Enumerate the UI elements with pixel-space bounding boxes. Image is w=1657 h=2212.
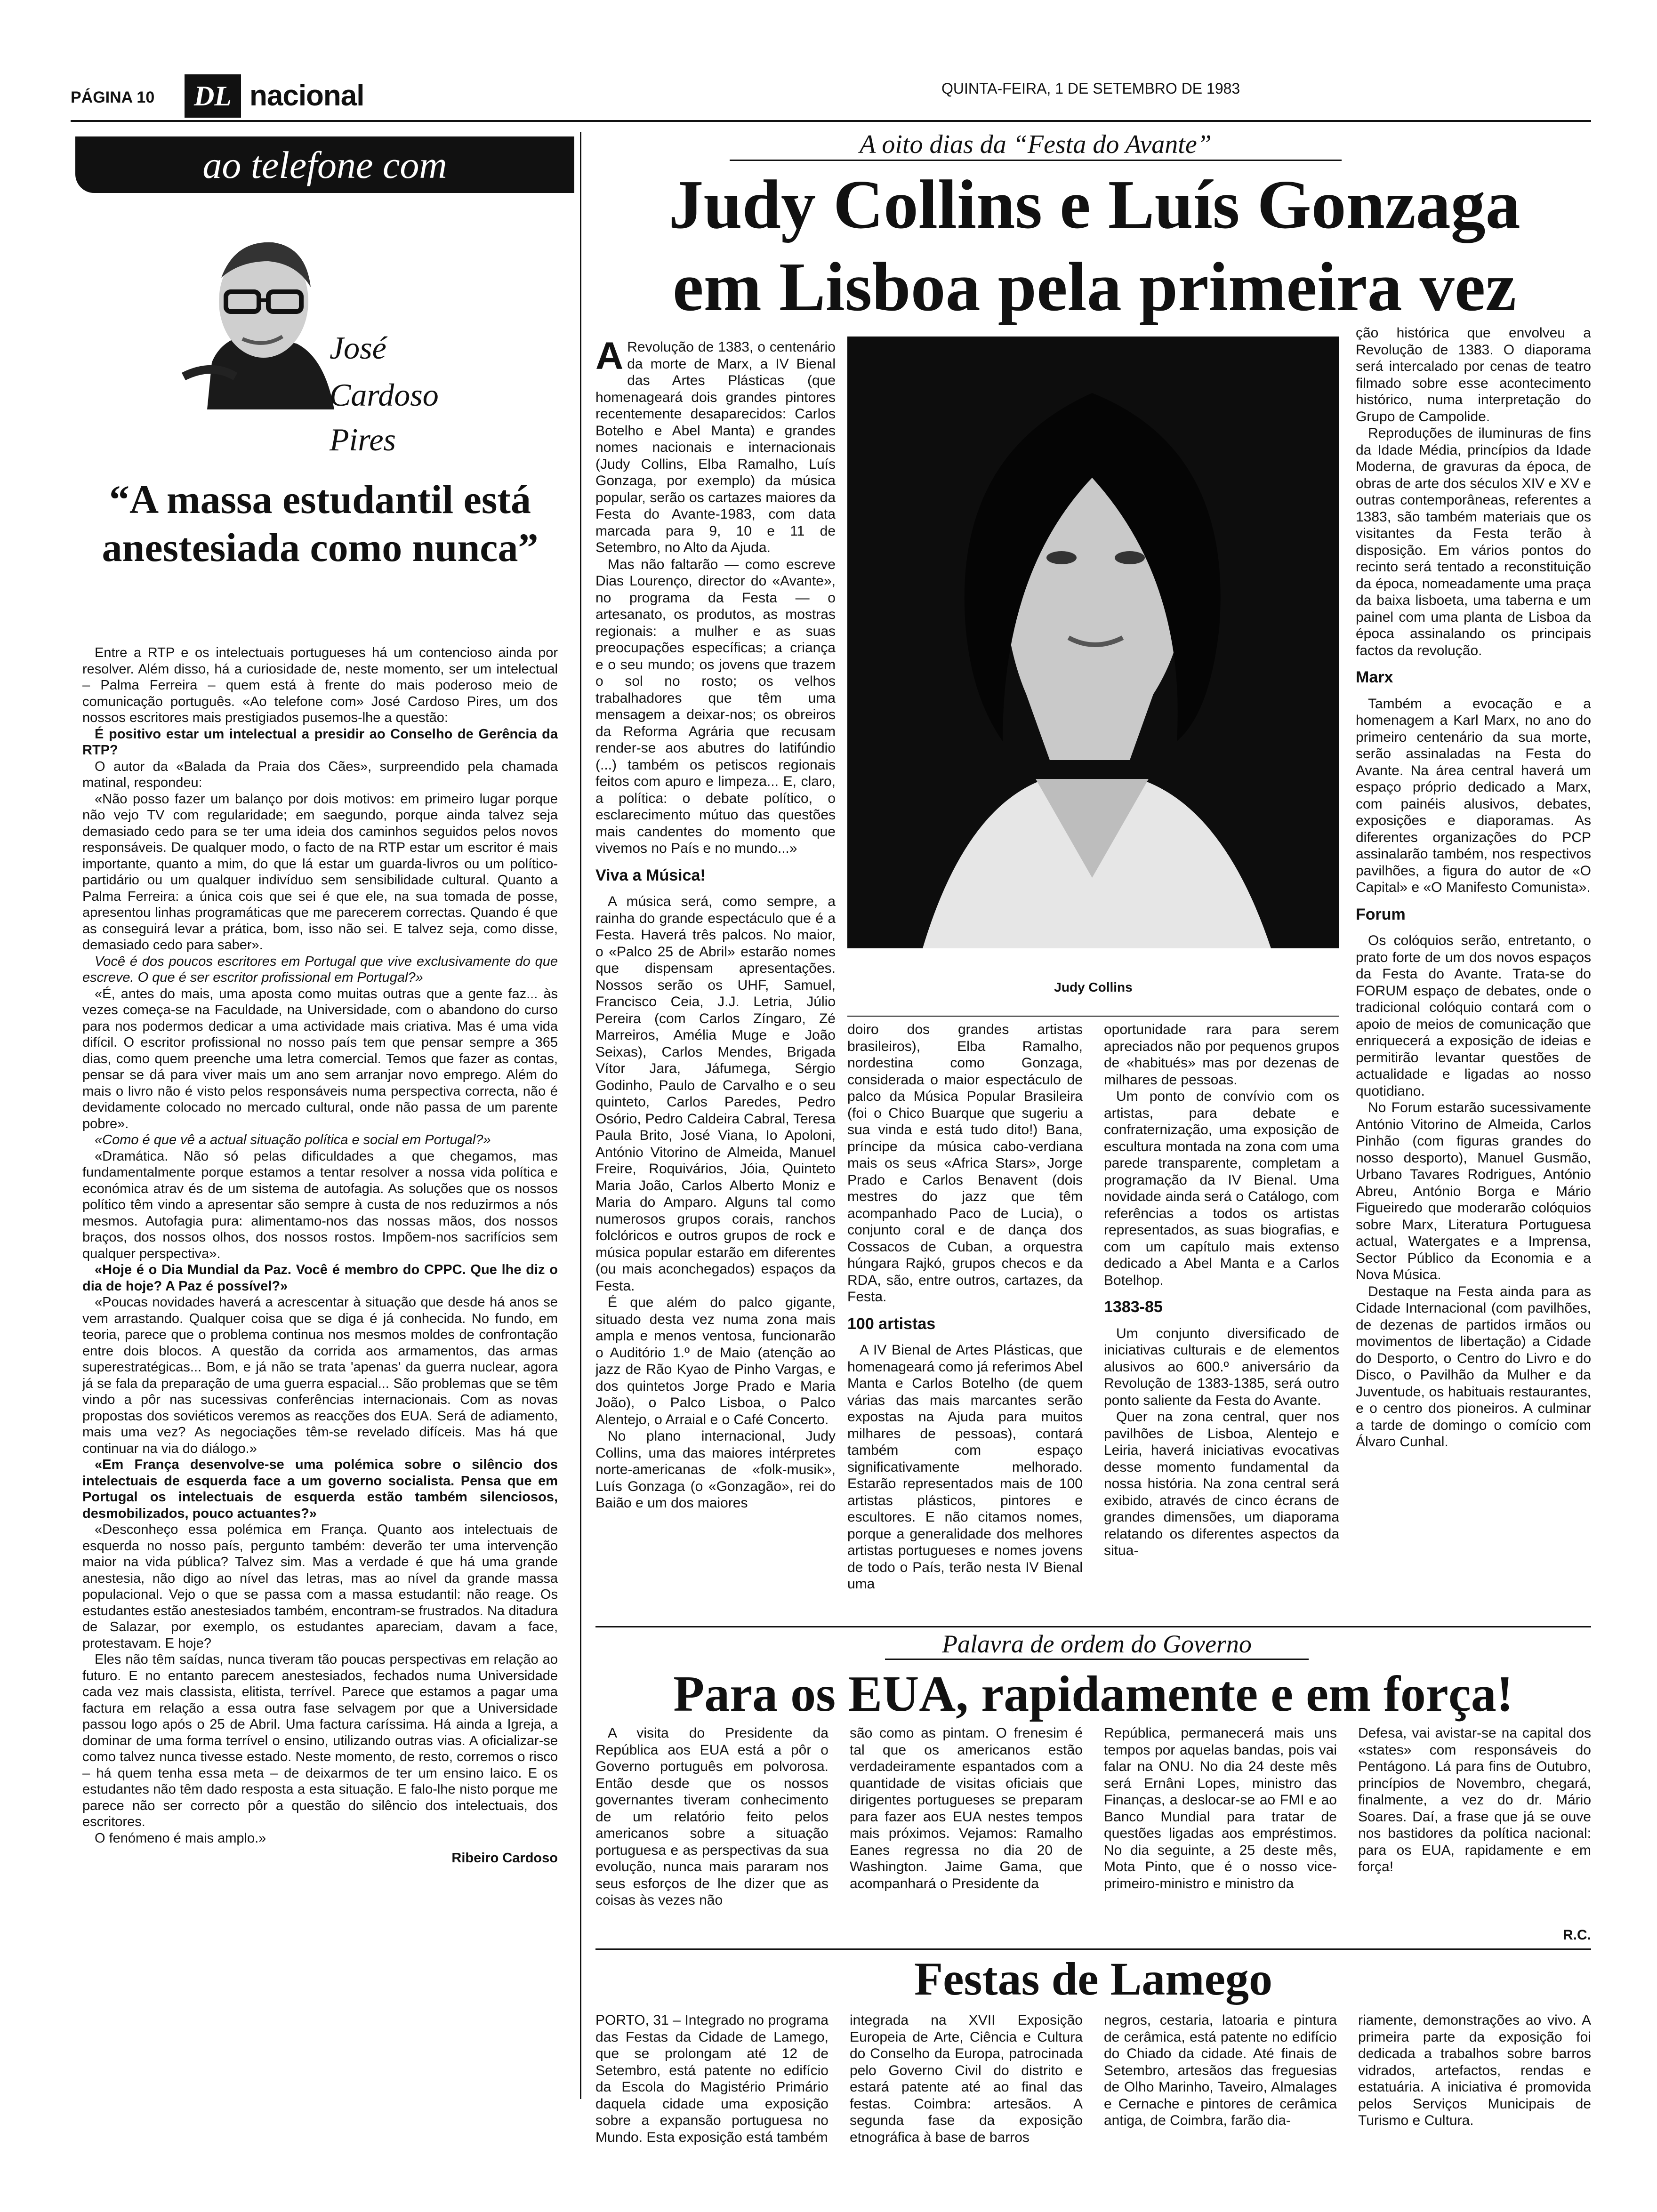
judy-column-4 — [1356, 325, 1591, 1619]
governo-column-4: Defesa, vai avistar-se na capital dos «states» com responsáveis do Pentágono. Lá para fins de Outubro, princípios de Novembro, chegará, finalmente, a vez do dr. Mário Soares. Daí, a frase que já se ouve nos bastidores da política nacional: para os EUA, rapidamente e em força! — [1358, 1725, 1591, 1875]
author-portrait — [155, 221, 353, 409]
governo-title: Para os EUA, rapidamente e em força! — [673, 1666, 1513, 1722]
judy-collins-photo — [847, 337, 1339, 948]
judy-col1-paragraphs — [595, 339, 836, 1512]
lamego-column-2: integrada na XVII Exposição Europeia de Arte, Ciência e Cultura do Conselho da Europa, patrocinada pelo Governo Civil do distrito e estará patente até ao final das festas. Coimbra: artesãos. A segunda fase da exposição etnográfica à base de barros — [850, 2012, 1083, 2145]
judy-title-line-2: em Lisboa pela primeira vez — [672, 248, 1517, 326]
article-paragraph — [595, 339, 836, 556]
interview-banner — [75, 136, 574, 193]
article-paragraph: É que além do palco gigante, situado desta vez numa zona mais ampla e menos ventosa, funcionarão o Auditório 1.º de Maio (atenção ao jazz de Rão Kyao de Pinho Vargas, e dos quintetos Jorge Prado e Maria João), o Palco Lisboa, o Palco Alentejo, o Arraial e o Café Concerto. — [595, 1295, 836, 1427]
article-paragraph: Eles não têm saídas, nunca tiveram tão poucas perspectivas em relação ao futuro. E no entanto parecem anestesiados, fechados numa Universidade cada vez mais classista, elitista, terrível. Parece que estamos a pagar uma factura em relação a essa outra fase selvagem por que a Universidade passou logo após o 25 de Abril. Uma factura caríssima. Há ainda a Igreja, a dominar de uma forma terrível o ensino, utilizando outras vias. A oficializar-se como talvez nunca tivesse estado. Neste momento, de resto, corremos o risco – há quem tenha essa meta – de deixarmos de ter um ensino laico. E os estudantes não têm dado resposta a esta situação. E falo-lhe nisto porque me parece não ser correcto pôr a questão do silêncio dos intelectuais, dos escritores. — [82, 1652, 558, 1829]
author-name-2: Cardoso — [330, 377, 439, 413]
judy-col2-paragraphs — [847, 1021, 1083, 1593]
drop-cap: A — [595, 339, 624, 377]
governo-kicker: Palavra de ordem do Governo — [885, 1629, 1309, 1660]
judy-col4-paragraphs — [1356, 325, 1591, 1451]
section-subhead: Marx — [1356, 668, 1393, 686]
governo-columns — [595, 1725, 1591, 1946]
article-paragraph: No Forum estarão sucessivamente António Vitorino de Almeida, Carlos Pinhão (com figuras grandes do nosso desporto), Manuel Gusmão, Urbano Tavares Rodrigues, António Abreu, António Borga e Mário Figueiredo que moderarão colóquios sobre Marx, Literatura Portuguesa actual, Watergates e a Imprensa, Sector Público da Economia e a Nova Música. — [1356, 1100, 1591, 1282]
section-name: nacional — [249, 80, 364, 112]
left-column-rule — [580, 132, 581, 2099]
article-paragraph: Destaque na Festa ainda para as Cidade Internacional (com pavilhões, de dezenas de partidos irmãos ou movimentos de libertação) a Cidade do Desporto, o Centro do Livro e do Disco, o Pavilhão da Mulher e da Juventude, os habituais restaurantes, e o centro dos pioneiros. A culminar a tarde de domingo o comício com Álvaro Cunhal. — [1356, 1283, 1591, 1450]
page-number: PÁGINA 10 — [71, 88, 155, 106]
article-paragraph: Quer na zona central, quer nos pavilhões de Lisboa, Alentejo e Leiria, haverá iniciativas evocativas desse momento fundamental da nossa história. Na zona central será exibido, através de cinco écrans de grandes dimensões, um diaporama relatando os diferentes aspectos da situa- — [1104, 1409, 1339, 1558]
article-paragraph: doiro dos grandes artistas brasileiros), Elba Ramalho, nordestina como Gonzaga, considerada o maior espectáculo de palco da Música Popular Brasileira (foi o Chico Buarque que sugeriu a sua vinda e está tudo dito!) Bana, príncipe da música cabo-verdiana mais os seus «Africa Stars», Jorge Prado e Carlos Benavent (dois mestres do jazz que têm acompanhado Paco de Lucia), o conjunto coral e de dança dos Cossacos de Cuban, a orquestra húngara Rajkó, grupos checos e da RDA, são, entre outros, cartazes, da Festa. — [847, 1022, 1083, 1305]
author-name-1: José — [330, 330, 386, 366]
lamego-column-3: negros, cestaria, latoaria e pintura de cerâmica, está patente no edifício do Chiado da cidade. Até finais de Setembro, artesãos das freguesias de Olho Marinho, Taveiro, Almalages e Cernache e pintores de cerâmica antiga, de Coimbra, farão dia- — [1104, 2012, 1337, 2128]
article-paragraph: O fenómeno é mais amplo.» — [95, 1830, 266, 1846]
article-paragraph: «É, antes do mais, uma aposta como muitas outras que a gente faz... às vezes começa-se na Faculdade, na Universidade, com o abandono do curso para nos podermos dedicar a uma actividade mais criativa. Mas é uma vida difícil. O escritor profissional no nosso país tem que pensar sempre a 365 dias, como quem preenche uma letra comercial. Temos que fazer as contas, pensar se dá para viver mais um ano sem arranjar novo emprego. Além do mais o livro não é visto pelos responsáveis numa perspectiva correcta, não é devidamente colocado no mercado cultural, onde não passa de um parente pobre». — [82, 986, 558, 1131]
masthead-rule — [71, 120, 1591, 122]
article-paragraph: «Não posso fazer um balanço por dois motivos: em primeiro lugar porque não vejo TV com regularidade; em saegundo, porque ainda talvez seja demasiado cedo para se ter uma ideia dos caminhos seguidos pelos novos responsáveis. De qualquer modo, o facto de na RTP estar um escritor é mais importante, quanto a mim, do que lá estar um guarda-livros ou um político-partidário ou um qualquer indivíduo sem sensibilidade cultural. Quanto a Palma Ferreira: a única cois que sei é que ele, na sua tomada de posse, apresentou linhas programáticas que me parecerem correctas. Quando é que as conseguirá levar a prática, bom, isso não sei. E talvez seja, como disse, demasiado cedo para saber». — [82, 791, 558, 953]
judy-column-3 — [1104, 1021, 1339, 1619]
lamego-columns — [595, 2012, 1591, 2200]
section-subhead: 1383-85 — [1104, 1298, 1163, 1316]
article-paragraph: «Poucas novidades haverá a acrescentar à situação que desde há anos se vem arrastando. Qualquer coisa que se diga é já conhecida. No fundo, em teoria, parece que o problema continua nos mesmos moldes de confrontação entre dois blocos. A questão da corrida aos armamentos, das armas superestratégicas... Bom, e já não se trata 'apenas' da guerra nuclear, agora já se fala da preparação de uma guerra espacial... São problemas que se têm vindo a pôr nas sucessivas conferências internacionais. Com as novas propostas dos soviéticos veremos as reacções dos EUA. Será de adiamento, mais uma vez? As negociações têm-se revelado difíceis. Mas há que continuar na via do diálogo.» — [82, 1295, 558, 1456]
lamego-title: Festas de Lamego — [914, 1953, 1272, 2005]
judy-column-2 — [847, 1021, 1083, 1619]
judy-kicker: A oito dias da “Festa do Avante” — [730, 129, 1342, 161]
article-paragraph: «Como é que vê a actual situação política e social em Portugal?» — [95, 1132, 491, 1147]
interview-body — [82, 645, 558, 2047]
lamego-column-1: PORTO, 31 – Integrado no programa das Festas da Cidade de Lamego, que se prolongam até 12 de Setembro, está patente no edifício da Escola do Magistério Primário daquela cidade uma exposição sobre a expansão portuguesa no Mundo. Esta exposição está também — [595, 2012, 828, 2145]
judy-photo-caption: Judy Collins — [1054, 980, 1133, 994]
article-paragraph: «Dramática. Não só pelas dificuldades a que chegamos, mas fundamentalmente porque estamos a tentar resolver a nossa vida política e económica atrav és de um sistema de autofagia. As soluções que os nossos político têm vindo a apresentar são sempre à custa de nos reduzirmos a nós mesmos. Autofagia pura: alimentamo-nos das nossas mãos, dos nossos braços, dos nossos olhos, dos nossos rostos. Impõem-nos sacrifícios sem qualquer perspectiva». — [82, 1148, 558, 1261]
section-subhead: Forum — [1356, 905, 1406, 923]
article-paragraph: Você é dos poucos escritores em Portugal que vive exclusivamente do que escreve. O que é ser escritor profissional em Portugal?» — [82, 954, 558, 985]
article-paragraph-text: Revolução de 1383, o centenário da morte de Marx, a IV Bienal das Artes Plásticas (que homenageará dois grandes pintores recentemente desaparecidos: Carlos Botelho e Abel Manta) e grandes nomes nacionais e internacionais (Judy Collins, Elba Ramalho, Luís Gonzaga, por exemplo) da música popular, serão os cartazes maiores da Festa do Avante-1983, com data marcada para 9, 10 e 11 de Setembro, no Alto da Ajuda. — [595, 339, 836, 555]
governo-signature: R.C. — [1563, 1927, 1591, 1943]
interview-paragraphs — [82, 645, 558, 1846]
governo-column-3: República, permanecerá mais uns tempos por aquelas bandas, pois vai falar na ONU. No dia 24 deste mês será Ernâni Lopes, ministro das Finanças, a deslocar-se ao FMI e ao Banco Mundial para tratar de questões ligadas aos empréstimos. No dia seguinte, a 25 deste mês, Mota Pinto, que é o nosso vice-primeiro-ministro e ministro da — [1104, 1725, 1337, 1891]
article-paragraph: «Em França desenvolve-se uma polémica sobre o silêncio dos intelectuais de esquerda face a um governo socialista. Pensa que em Portugal os intelectuais de esquerda estão também silenciosos, desmobilizados, pouco actuantes?» — [82, 1457, 558, 1521]
interview-banner-text: ao telefone com — [202, 144, 447, 186]
article-paragraph: Um ponto de convívio com os artistas, para debate e confraternização, uma exposição de escultura montada na zona com uma parede transparente, completam a programação da IV Bienal. Uma novidade ainda será o Catálogo, com referências a todos os artistas representados, as suas biografias, e com um capítulo mais extenso dedicado a Abel Manta e a Carlos Botelhop. — [1104, 1089, 1339, 1288]
article-paragraph: Os colóquios serão, entretanto, o prato forte de um dos novos espaços da Festa do Avante. Trata-se do FORUM espaço de debates, onde o tradicional colóquio contará com o apoio de meios de comunicação que enriquecerá a exposição de ideias e permitirão levantar questões de actualidade e ligadas ao nosso quotidiano. — [1356, 933, 1591, 1099]
article-paragraph: A IV Bienal de Artes Plásticas, que homenageará como já referimos Abel Manta e Carlos Botelho (de quem várias das mais marcantes serão expostas na Ajuda para muitos milhares de pessoas), contará também com espaço significativamente melhorado. Estarão representados mais de 100 artistas plásticos, pintores e escultores. E não citamos nomes, porque a generalidade dos melhores artistas portugueses e nomes jovens de todo o País, terão nesta IV Bienal uma — [847, 1342, 1083, 1592]
governo-bottom-rule — [595, 1948, 1591, 1950]
article-paragraph: É positivo estar um intelectual a presidir ao Conselho de Gerência da RTP? — [82, 726, 558, 758]
article-paragraph: Entre a RTP e os intelectuais portugueses há um contencioso ainda por resolver. Além disso, há a curiosidade de, neste momento, ser um intelectual – Palma Ferreira – quem está à frente do mais poderoso meio de comunicação português. «Ao telefone com» José Cardoso Pires, um dos nossos escritores mais prestigiados pusemos-lhe a questão: — [82, 645, 558, 725]
judy-bottom-rule — [595, 1626, 1591, 1627]
article-paragraph: Um conjunto diversificado de iniciativas culturais e de elementos alusivos ao 600.º aniversário da Revolução de 1383-1385, será outro ponto saliente da Festa do Avante. — [1104, 1325, 1339, 1408]
article-paragraph: O autor da «Balada da Praia dos Cães», surpreendido pela chamada matinal, respondeu: — [82, 759, 558, 790]
author-name-3: Pires — [330, 422, 396, 457]
article-paragraph: A música será, como sempre, a rainha do grande espectáculo que é a Festa. Haverá três palcos. No maior, o «Palco 25 de Abril» estarão nomes que dispensam apresentações. Nossos serão os UHF, Samuel, Francisco Ceia, J.J. Letria, Júlio Pereira (com Carlos Zíngaro, Zé Marreiros, Amélia Muge e João Seixas), Carlos Mendes, Brigada Vítor Jara, Jáfumega, Sérgio Godinho, Paulo de Carvalho e o seu quinteto, Carlos Paredes, Pedro Osório, Pedro Caldeira Cabral, Teresa Paula Brito, José Viana, Io Apoloni, António Vitorino de Almeida, Manuel Freire, Roquivários, Jóia, Quinteto Maria João, Carlos Alberto Moniz e Maria do Amparo. Alguns tal como numerosos grupos corais, ranchos folclóricos e outros grupos de rock e música popular estarão em diferentes (ou mais aconchegados) espaços da Festa. — [595, 894, 836, 1294]
article-paragraph: Também a evocação e a homenagem a Karl Marx, no ano do primeiro centenário da sua morte, serão assinaladas na Festa do Avante. Na área central haverá um espaço próprio dedicado a Marx, com painéis alusivos, debates, exposições e diaporamas. As diferentes organizações do PCP assinalarão também, nos respectivos pavilhões, a figura do autor de «O Capital» e «O Manifesto Comunista». — [1356, 696, 1591, 895]
article-paragraph: ção histórica que envolveu a Revolução de 1383. O diaporama será intercalado por cenas de teatro filmado sobre esse acontecimento histórico, numa interpretação do Grupo de Campolide. — [1356, 325, 1591, 425]
article-paragraph: «Hoje é o Dia Mundial da Paz. Você é membro do CPPC. Que lhe diz o dia de hoje? A Paz é possível?» — [82, 1262, 558, 1294]
interview-headline: “A massa estudantil está anestesiada como nunca” — [102, 477, 539, 570]
judy-column-1 — [595, 339, 836, 1619]
interview-signature: Ribeiro Cardoso — [451, 1851, 558, 1866]
newspaper-logo: DL — [185, 74, 241, 118]
section-subhead: Viva a Música! — [595, 866, 706, 884]
article-paragraph: No plano internacional, Judy Collins, uma das maiores intérpretes norte-americanas de «folk-musik», Luís Gonzaga (o «Gonzagão», rei do Baião e um dos maiores — [595, 1428, 836, 1511]
judy-col3-paragraphs — [1104, 1021, 1339, 1559]
masthead — [71, 71, 1591, 118]
article-paragraph: Reproduções de iluminuras de fins da Idade Média, princípios da Idade Moderna, de gravuras da época, de obras de arte dos séculos XIV e XV e outras contemporâneas, referentes a 1383, são também materiais que os visitantes da Festa terão à disposição. Em vários pontos do recinto será tentado a reconstituição da época, nomeadamente uma praça da baixa lisboeta, uma taberna e um painel com uma planta de Lisboa da época assinalando os principais factos da revolução. — [1356, 425, 1591, 658]
lamego-column-4: riamente, demonstrações ao vivo. A primeira parte da exposição foi dedicada a trabalhos sobre barros vidrados, artefactos, rendas e estatuária. A iniciativa é promovida pelos Serviços Municipais de Turismo e Cultura. — [1358, 2012, 1591, 2128]
section-subhead: 100 artistas — [847, 1314, 936, 1333]
article-paragraph: Mas não faltarão — como escreve Dias Lourenço, director do «Avante», no programa da Festa — o artesanato, os produtos, as mostras regionais: a mulher e as suas preocupações específicas; a criança e o seu mundo; os jovens que trazem o sol no rosto; os velhos trabalhadores que têm uma mensagem a deixar-nos; os obreiros da Reforma Agrária que recusam render-se aos abutres do latifúndio (...) também os petiscos regionais feitos com apuro e limpeza... E, claro, a política: o debate político, o esclarecimento mútuo das questões mais candentes do momento que vivemos no País e no mundo...» — [595, 556, 836, 856]
judy-title-line-1: Judy Collins e Luís Gonzaga — [668, 166, 1520, 243]
photo-caption-rule — [847, 1016, 1339, 1017]
governo-column-1: A visita do Presidente da República aos EUA está a pôr o Governo português em polvorosa. Então desde que os nossos governantes tiveram conhecimento de um relatório feito pelos americanos sobre a situação portuguesa e as perspectivas da sua evolução, nunca mais pararam nos seus esforços de lhe dizer que as coisas às vezes não — [595, 1725, 828, 1908]
article-paragraph: oportunidade rara para serem apreciados não por pequenos grupos de «habitués» mas por dezenas de milhares de pessoas. — [1104, 1022, 1339, 1088]
issue-date: QUINTA-FEIRA, 1 DE SETEMBRO DE 1983 — [941, 80, 1240, 97]
article-paragraph: «Desconheço essa polémica em França. Quanto aos intelectuais de esquerda no nosso país, pergunto também: deverão ter uma intervenção maior na vida pública? Talvez sim. Mas a verdade é que há uma grande anestesia, não digo ao nível das letras, mas ao nível da grande massa populacional. Vejo o que se passa com a massa estudantil: não reage. Os estudantes estão anestesiados também, encontram-se frustrados. Na ditadura de Salazar, por exemplo, os estudantes apareciam, davam a face, protestavam. E hoje? — [82, 1522, 558, 1651]
governo-column-2: são como as pintam. O frenesim é tal que os americanos estão verdadeiramente espantados com a quantidade de visitas oficiais que dirigentes portugueses se preparam para fazer aos EUA nestes tempos mais próximos. Vejamos: Ramalho Eanes regressa no dia 20 de Washington. Jaime Gama, que acompanhará o Presidente da — [850, 1725, 1083, 1891]
